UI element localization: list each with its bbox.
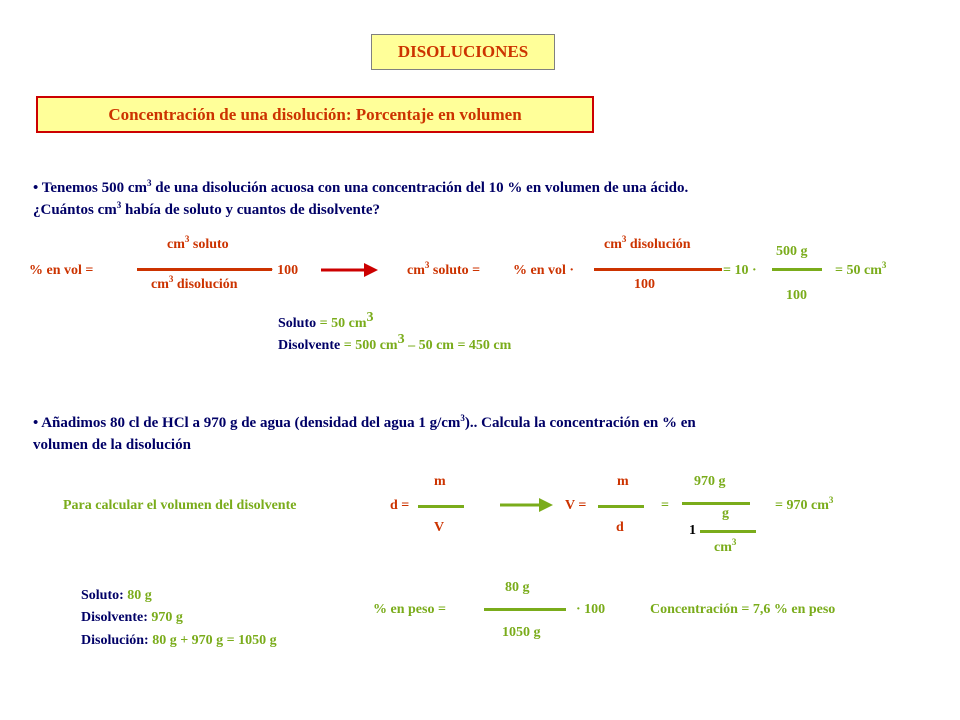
- calc-volume-label: Para calcular el volumen del disolvente: [63, 498, 297, 513]
- formula2-lhs: $cm^3$ soluto =: [407, 260, 481, 278]
- problem1-line1: • Tenemos 500 $cm^3$ de una disolución acuosa con una concentración del 10 % en volumen de una ácido.: [33, 178, 689, 196]
- problem2-line2: volumen de la disolución: [33, 437, 191, 453]
- volume-num970: 970 g: [694, 474, 726, 489]
- arrow-right-icon: [499, 494, 555, 516]
- result-disolvente: Disolvente = 500 $cm^3 - 50$ cm = 450 cm: [278, 332, 512, 353]
- formula2-numerator: $cm^3$ disolución: [604, 234, 691, 252]
- problem2-statement: [33, 412, 696, 456]
- formula1-factor: · 100: [269, 263, 299, 278]
- problem1-statement: [33, 177, 688, 221]
- conclusion: Concentración = 7,6 % en peso: [650, 602, 836, 617]
- volume-lhs: V =: [565, 498, 587, 513]
- total-disolvente: Disolvente: 970 g: [81, 610, 183, 625]
- density-m: m: [434, 474, 446, 489]
- volume-inner-bar: [700, 530, 756, 533]
- total-disolucion: Disolución: 80 g + 970 g = 1050 g: [81, 633, 277, 648]
- volume-result: = 970 $cm^3$: [775, 495, 834, 513]
- total-soluto: Soluto: 80 g: [81, 588, 152, 603]
- formula2-den2: 100: [786, 288, 807, 303]
- volume-eq: =: [661, 498, 669, 513]
- formula2-result: = 50 $cm^3$: [835, 260, 887, 278]
- formula1-denominator: $cm^3$ disolución: [151, 274, 238, 292]
- result-soluto: Soluto = 50 $cm^3$: [278, 310, 374, 331]
- section-subtitle: Concentración de una disolución: Porcentaje en volumen: [36, 96, 594, 133]
- density-v: V: [434, 520, 445, 535]
- volume-cm3: $cm^3$: [714, 537, 737, 555]
- density-fraction-bar: [418, 505, 464, 508]
- volume-one: 1: [689, 523, 696, 538]
- formula2-denominator: 100: [634, 277, 655, 292]
- peso-denominator: 1050 g: [502, 625, 541, 640]
- volume-outer-bar: [682, 502, 750, 505]
- formula2-fraction-bar2: [772, 268, 822, 271]
- volume-d: d: [616, 520, 624, 535]
- arrow-right-icon: [320, 259, 380, 281]
- peso-lhs: % en peso =: [373, 602, 446, 617]
- formula2-eq10: = 10 ·: [723, 263, 757, 278]
- peso-factor: · 100: [576, 602, 606, 617]
- problem2-line1: • Añadimos 80 cl de HCl a 970 g de agua (densidad del agua 1 $g/cm^3$).. Calcula la concentración en % en: [33, 413, 696, 431]
- formula2-fraction-bar: [594, 268, 722, 271]
- density-lhs: d =: [390, 498, 410, 513]
- formula2-num2: 500 g: [776, 244, 808, 259]
- formula1-fraction-bar: [137, 268, 272, 271]
- volume-fraction-bar: [598, 505, 644, 508]
- page-title: DISOLUCIONES: [371, 34, 555, 70]
- peso-fraction-bar: [484, 608, 566, 611]
- formula2-pct: % en vol ·: [513, 263, 575, 278]
- peso-numerator: 80 g: [505, 580, 530, 595]
- problem1-line2: ¿Cuántos $cm^3$ había de soluto y cuantos de disolvente?: [33, 200, 381, 218]
- volume-g: g: [722, 506, 729, 521]
- formula1-numerator: $cm^3$ soluto: [167, 234, 229, 252]
- volume-m: m: [617, 474, 629, 489]
- formula1-lhs: % en vol =: [29, 263, 94, 278]
